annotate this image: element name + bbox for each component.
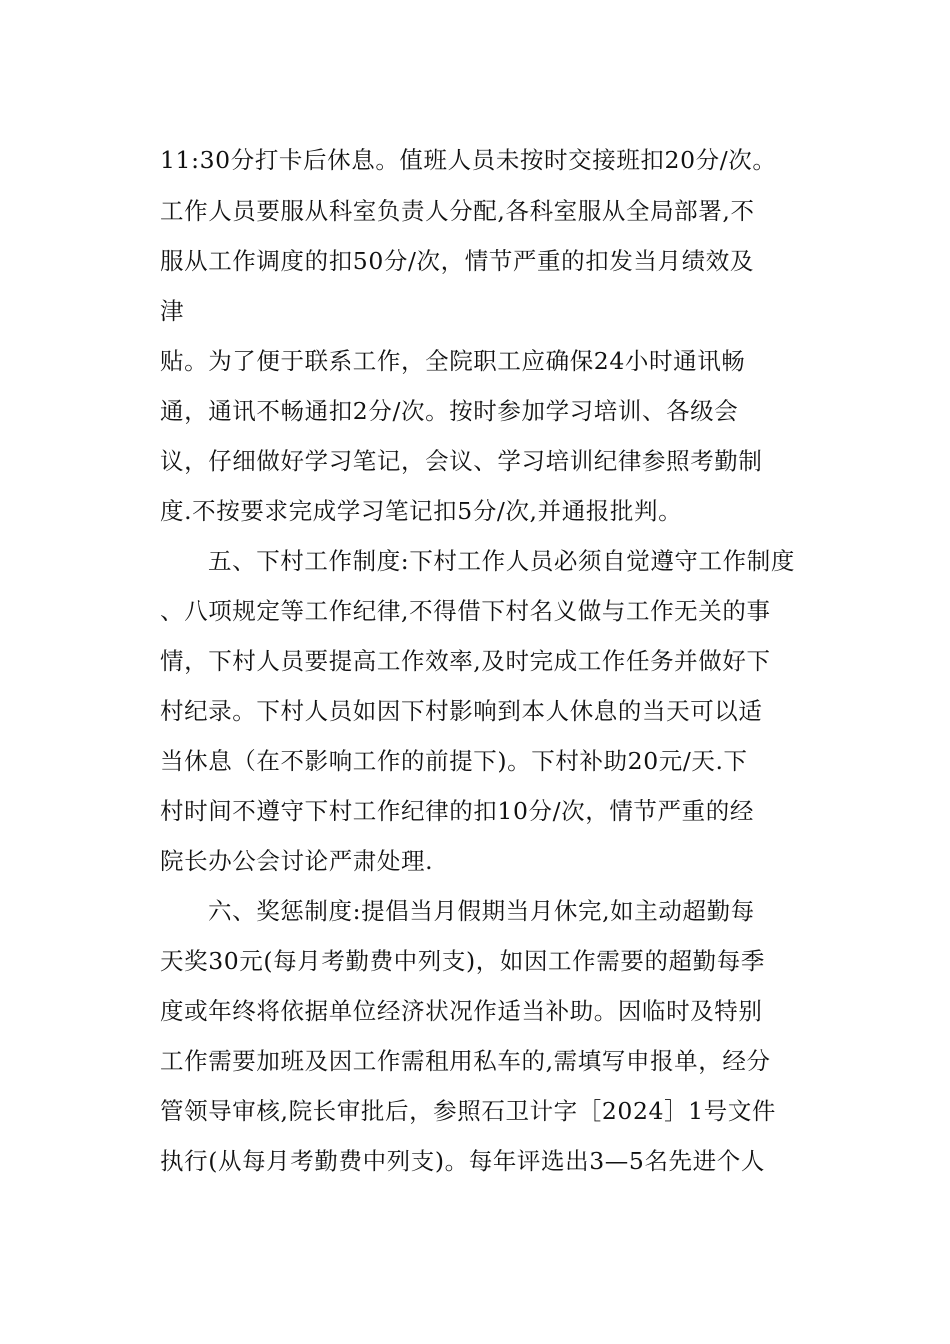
text-line: 服从工作调度的扣50分/次，情节严重的扣发当月绩效及 bbox=[160, 247, 754, 275]
text-line: 工作需要加班及因工作需租用私车的,需填写申报单，经分 bbox=[160, 1047, 771, 1075]
text-line: 村纪录。下村人员如因下村影响到本人休息的当天可以适 bbox=[160, 697, 763, 725]
text-line: 当休息（在不影响工作的前提下)。下村补助20元/天.下 bbox=[160, 747, 748, 775]
text-line: 度.不按要求完成学习笔记扣5分/次,并通报批判。 bbox=[160, 497, 683, 525]
text-line: 11:30分打卡后休息。值班人员未按时交接班扣20分/次。 bbox=[160, 146, 777, 174]
text-line: 情，下村人员要提高工作效率,及时完成工作任务并做好下 bbox=[160, 647, 771, 675]
text-line: 通，通讯不畅通扣2分/次。按时参加学习培训、各级会 bbox=[160, 397, 739, 425]
text-line: 院长办公会讨论严肃处理. bbox=[160, 847, 434, 875]
text-line: 村时间不遵守下村工作纪律的扣10分/次，情节严重的经 bbox=[160, 797, 754, 825]
text-line: 贴。为了便于联系工作，全院职工应确保24小时通讯畅 bbox=[160, 347, 746, 375]
section-heading-line: 五、下村工作制度:下村工作人员必须自觉遵守工作制度 bbox=[208, 547, 795, 575]
text-line: 工作人员要服从科室负责人分配,各科室服从全局部署,不 bbox=[160, 197, 755, 225]
text-line: 天奖30元(每月考勤费中列支)，如因工作需要的超勤每季 bbox=[160, 947, 765, 975]
text-line: 议，仔细做好学习笔记，会议、学习培训纪律参照考勤制 bbox=[160, 447, 763, 475]
text-line: 、八项规定等工作纪律,不得借下村名义做与工作无关的事 bbox=[160, 597, 771, 625]
text-line: 管领导审核,院长审批后，参照石卫计字［2024］1号文件 bbox=[160, 1097, 777, 1125]
text-line: 度或年终将依据单位经济状况作适当补助。因临时及特别 bbox=[160, 997, 763, 1025]
text-line: 执行(从每月考勤费中列支)。每年评选出3—5名先进个人 bbox=[160, 1147, 765, 1175]
text-line: 津 bbox=[160, 297, 185, 325]
section-heading-line: 六、奖惩制度:提倡当月假期当月休完,如主动超勤每 bbox=[208, 897, 755, 925]
